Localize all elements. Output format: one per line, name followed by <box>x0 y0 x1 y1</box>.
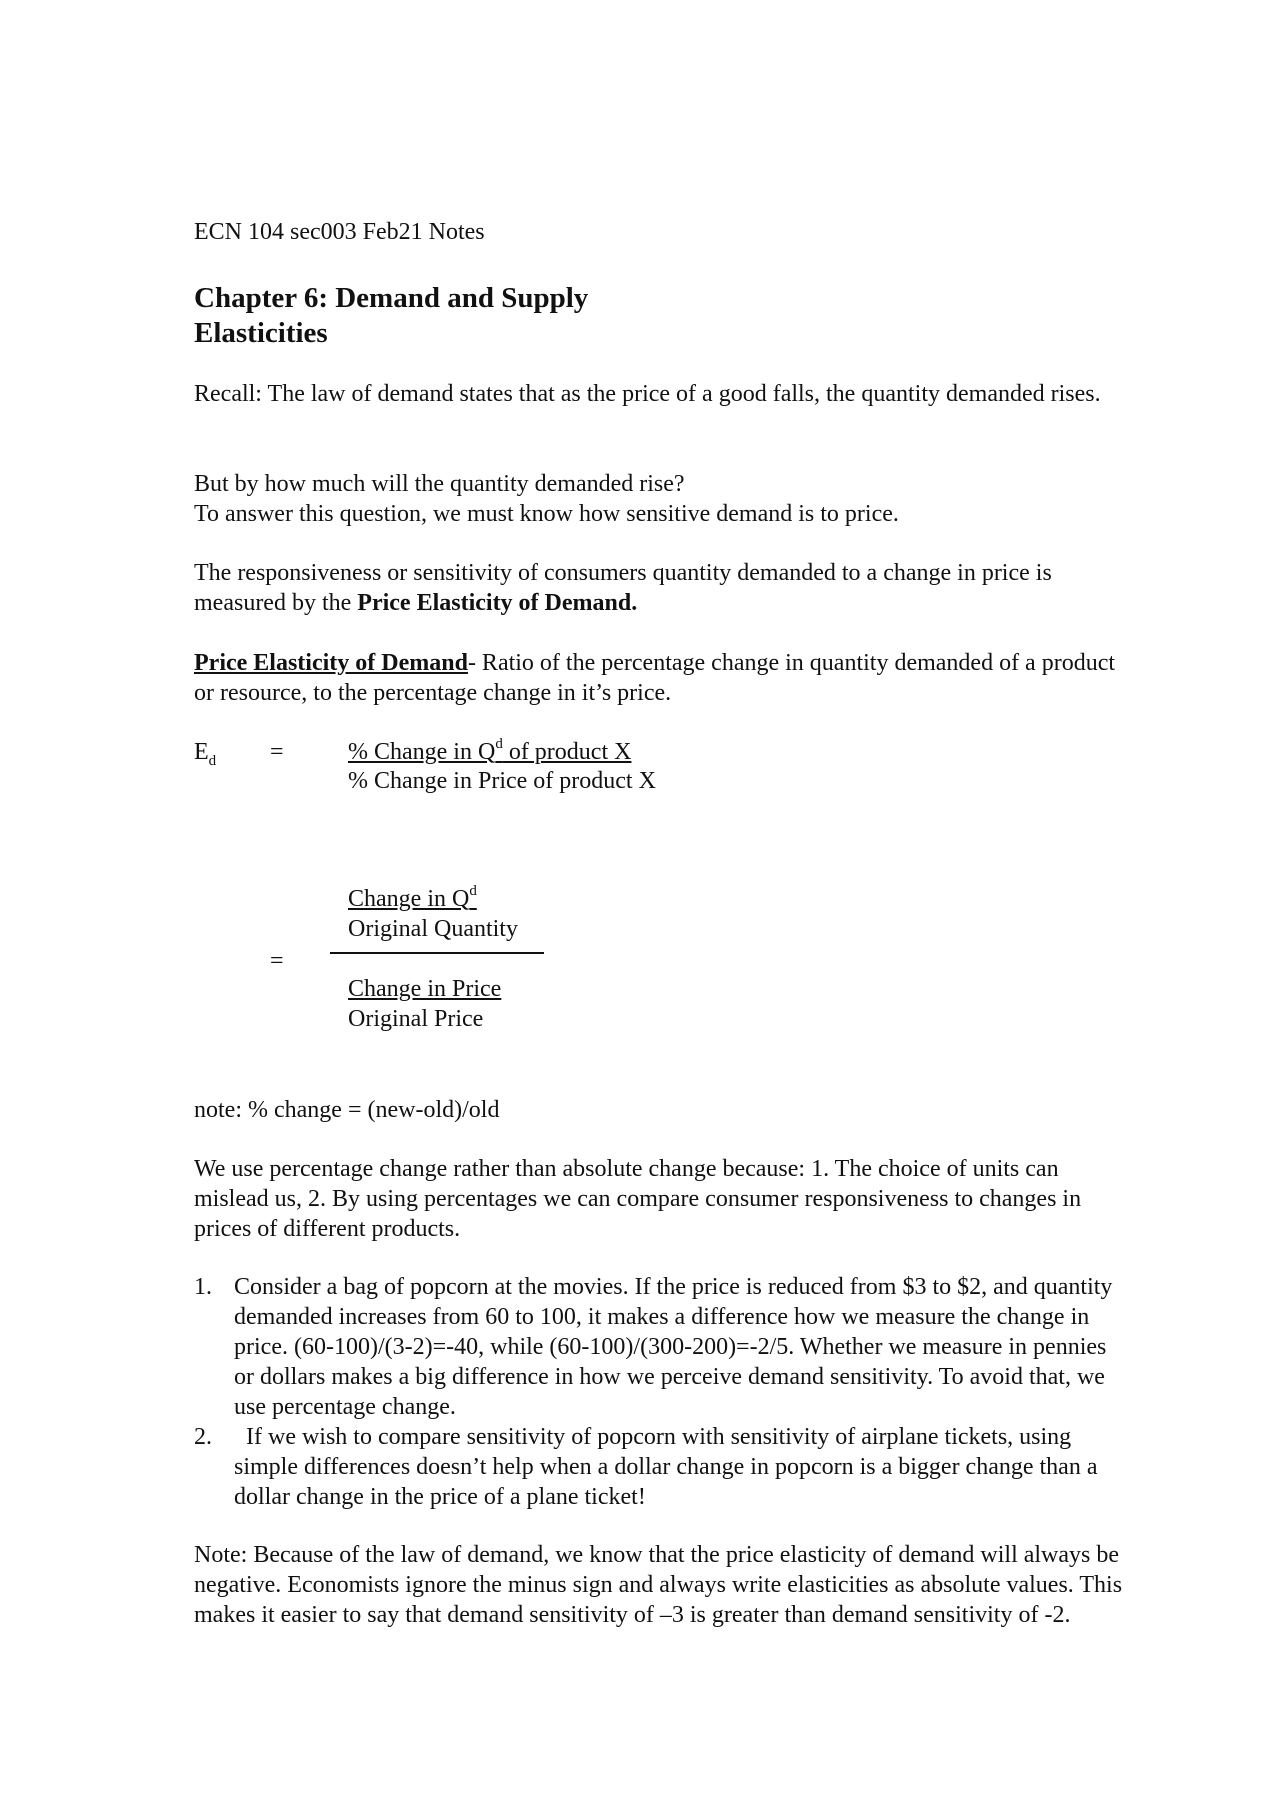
definition-term: Price Elasticity of Demand <box>194 650 468 676</box>
formula2-top-denominator: Original Quantity <box>348 916 518 942</box>
formula2-top-numerator: Change in $Q^d$ <box>348 883 477 912</box>
list-item-number: 1. <box>194 1274 212 1300</box>
definition-text: - Ratio of the percentage change in quantity demanded of a product or resource, to the percentage change in it’s price. <box>194 650 1116 706</box>
definition-paragraph <box>194 648 1134 708</box>
course-header: ECN 104 sec003 Feb21 Notes <box>194 219 485 245</box>
formula1-lhs <box>194 737 216 767</box>
formula1-numerator <box>348 737 631 767</box>
question-line-1: But by how much will the quantity demanded rise? <box>194 471 685 497</box>
formula2-bottom-denominator: Original Price <box>348 1006 484 1032</box>
formula1-denominator: % Change in Price of product X <box>348 768 656 794</box>
formula2-equals: = <box>270 948 284 974</box>
list-item-text: Consider a bag of popcorn at the movies. If the price is reduced from $3 to $2, and quantity demanded increases from 60 to 100, it makes a difference how we measure the change in price. (60-100)/(3-2)=-40, while (60-100)/(300-200)=-2/5. Whether we measure in pennies or dollars makes a big difference in how we perceive demand sensitivity. To avoid that, we use percentage change. <box>234 1274 1113 1420</box>
formula1-numerator-text: % Change in $Q^d$ of product X <box>348 736 632 765</box>
recall-paragraph: Recall: The law of demand states that as the price of a good falls, the quantity demanded rises. <box>194 381 1101 407</box>
responsiveness-text: The responsiveness or sensitivity of consumers quantity demanded to a change in price is measured by the <box>194 560 1052 616</box>
chapter-title: Chapter 6: Demand and Supply <box>194 282 589 314</box>
list-item-number: 2. <box>194 1424 212 1450</box>
question-line-2: To answer this question, we must know how sensitive demand is to price. <box>194 501 899 527</box>
responsiveness-bold: Price Elasticity of Demand. <box>357 590 638 616</box>
chapter-subtitle: Elasticities <box>194 317 328 349</box>
list-item <box>194 1422 1114 1512</box>
percent-change-note: note: % change = (new-old)/old <box>194 1097 500 1123</box>
formula1-lhs-subscript: d <box>208 752 217 769</box>
list-item-text: If we wish to compare sensitivity of popcorn with sensitivity of airplane tickets, using simple differences doesn’t help when a dollar change in popcorn is a bigger change than a dollar change in the price of a plane ticket! <box>234 1424 1104 1510</box>
final-note-paragraph: Note: Because of the law of demand, we know that the price elasticity of demand will always be negative. Economists ignore the minus sign and always write elasticities as absolute values. This makes it easier to say that demand sensitivity of –3 is greater than demand sensitivity of -2. <box>194 1542 1123 1628</box>
formula1-equals: = <box>270 739 284 765</box>
formula2-fraction-bar <box>330 952 544 954</box>
list-item <box>194 1272 1114 1422</box>
responsiveness-paragraph <box>194 558 1134 618</box>
percentage-reason-paragraph: We use percentage change rather than absolute change because: 1. The choice of units can mislead us, 2. By using percentages we can compare consumer responsiveness to changes in prices of different products. <box>194 1156 1082 1242</box>
formula1-lhs-symbol: E <box>194 739 209 765</box>
formula2-bottom-numerator: Change in Price <box>348 976 502 1002</box>
